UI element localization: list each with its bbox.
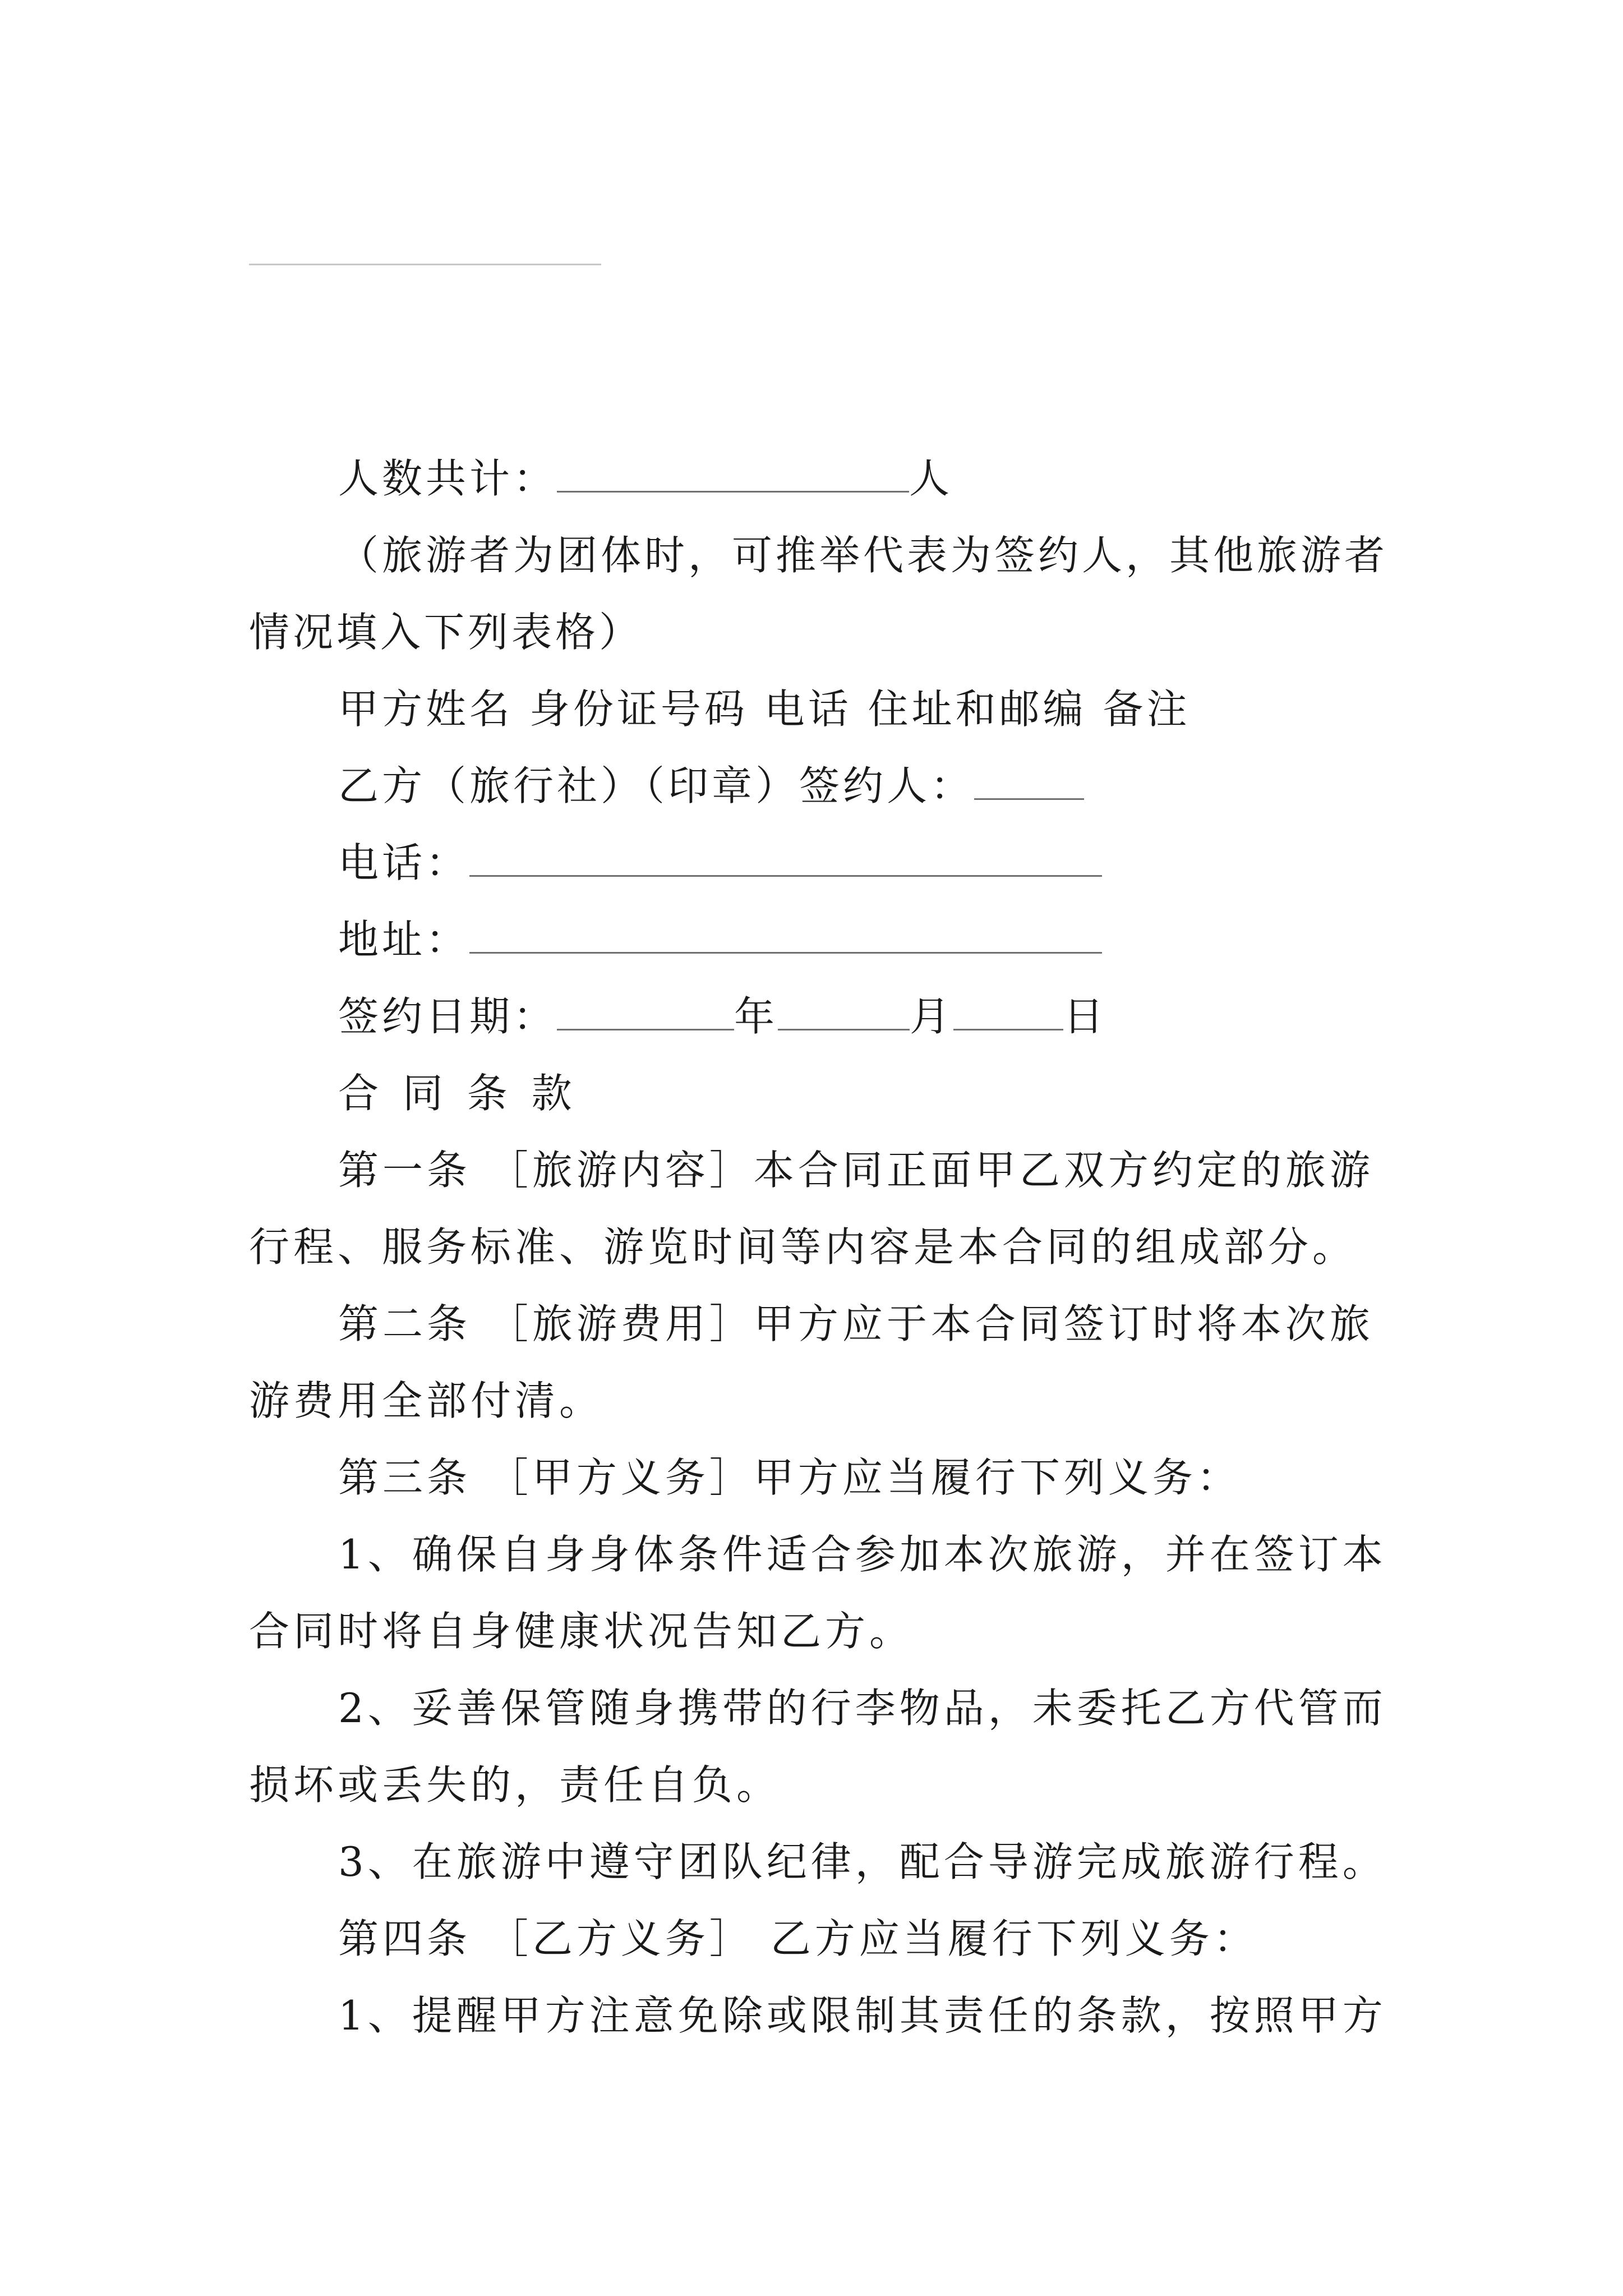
- sign-date-row: [338, 991, 1107, 1042]
- article-2-line1: 第二条 ［旅游费用］甲方应于本合同签订时将本次旅: [338, 1300, 1374, 1347]
- group-note-line2: 情况填入下列表格）: [249, 609, 643, 656]
- year-blank[interactable]: [557, 995, 734, 1030]
- article-3-item1-line1: 1、确保自身身体条件适合参加本次旅游，并在签订本: [338, 1531, 1387, 1578]
- address-blank[interactable]: [469, 918, 1102, 954]
- day-blank[interactable]: [953, 995, 1063, 1030]
- group-note-line1: （旅游者为团体时，可推举代表为签约人，其他旅游者: [338, 532, 1389, 579]
- article-4-heading: 第四条 ［乙方义务］ 乙方应当履行下列义务：: [338, 1915, 1258, 1962]
- article-3-item3-line1: 3、在旅游中遵守团队纪律，配合导游完成旅游行程。: [338, 1838, 1387, 1885]
- headcount-blank[interactable]: [557, 457, 909, 493]
- headcount-label: 人数共计：: [338, 455, 557, 502]
- article-3-item1-line2: 合同时将自身健康状况告知乙方。: [249, 1608, 914, 1655]
- article-4-item1-line1: 1、提醒甲方注意免除或限制其责任的条款，按照甲方: [338, 1992, 1387, 2039]
- headcount-suffix: 人: [909, 455, 953, 502]
- phone-row: [338, 838, 1102, 888]
- phone-label: 电话：: [338, 839, 470, 886]
- party-b-label: 乙方（旅行社）（印章）签约人：: [338, 762, 975, 809]
- address-label: 地址：: [338, 916, 470, 963]
- article-3-item2-line1: 2、妥善保管随身携带的行李物品，未委托乙方代管而: [338, 1685, 1387, 1732]
- month-label: 月: [910, 993, 954, 1040]
- terms-title: 合 同 条 款: [338, 1070, 578, 1117]
- headcount-row: [338, 453, 953, 504]
- month-blank[interactable]: [778, 995, 910, 1030]
- article-1-line2: 行程、服务标准、游览时间等内容是本合同的组成部分。: [249, 1223, 1357, 1271]
- party-b-signer-blank[interactable]: [974, 765, 1084, 800]
- address-row: [338, 914, 1102, 965]
- article-3-item2-line2: 损坏或丢失的，责任自负。: [249, 1761, 781, 1809]
- sign-date-label: 签约日期：: [338, 993, 557, 1040]
- article-3-heading: 第三条 ［甲方义务］甲方应当履行下列义务：: [338, 1454, 1241, 1501]
- phone-blank[interactable]: [469, 841, 1102, 877]
- day-label: 日: [1063, 993, 1108, 1040]
- party-b-row: [338, 761, 1084, 811]
- party-a-table-header: 甲方姓名 身份证号码 电话 住址和邮编 备注: [338, 685, 1191, 733]
- header-rule: [249, 264, 601, 265]
- article-2-line2: 游费用全部付清。: [249, 1377, 604, 1424]
- year-label: 年: [734, 993, 778, 1040]
- article-1-line1: 第一条 ［旅游内容］本合同正面甲乙双方约定的旅游: [338, 1147, 1374, 1194]
